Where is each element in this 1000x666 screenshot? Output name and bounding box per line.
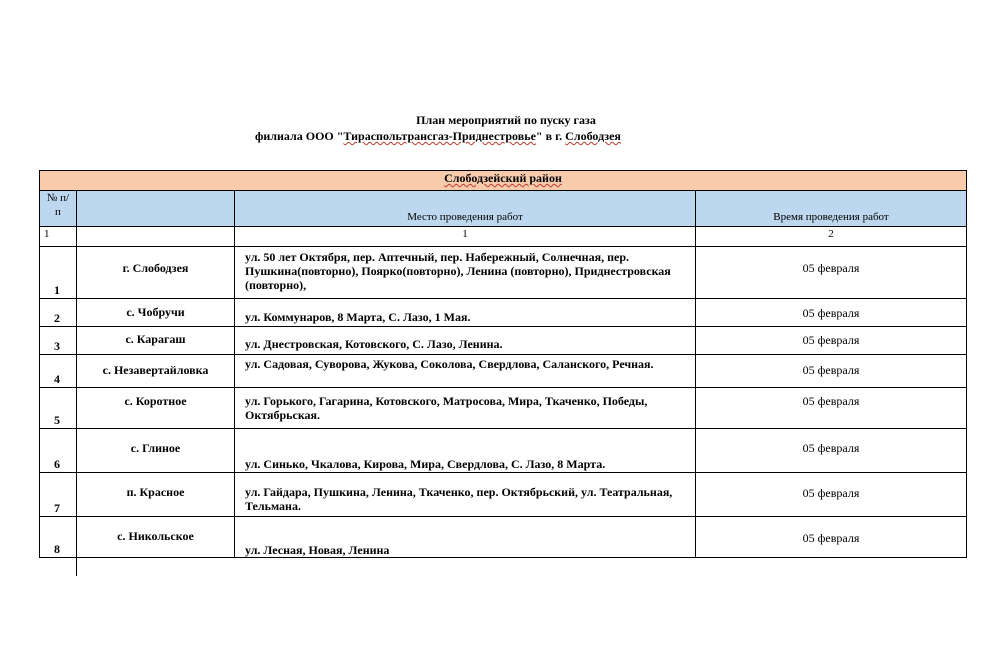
row-time: 05 февраля (696, 429, 967, 473)
header-place: Место проведения работ (235, 191, 696, 227)
row-streets: ул. Днестровская, Котовского, С. Лазо, Ленина. (235, 327, 696, 355)
document-title-line2 (0, 128, 938, 144)
row-number: 3 (40, 327, 77, 355)
row-place: с. Карагаш (77, 327, 235, 355)
title-prefix: филиала ООО " (255, 129, 344, 143)
table-row (40, 473, 967, 517)
row-place: с. Глиное (77, 429, 235, 473)
table-stub-line (76, 556, 77, 576)
index-row (40, 227, 967, 247)
table-row (40, 355, 967, 388)
table-row (40, 327, 967, 355)
title-company: Тираспольтрансгаз-Приднестровье (343, 129, 536, 143)
row-place: п. Красное (77, 473, 235, 517)
row-streets: ул. Садовая, Суворова, Жукова, Соколова, Свердлова, Саланского, Речная. (235, 355, 696, 388)
row-place: с. Незавертайловка (77, 355, 235, 388)
header-num: № п/п (40, 191, 77, 227)
header-empty (77, 191, 235, 227)
row-time: 05 февраля (696, 355, 967, 388)
row-place: с. Чобручи (77, 299, 235, 327)
row-streets: ул. Горького, Гагарина, Котовского, Матросова, Мира, Ткаченко, Победы, Октябрьская. (235, 388, 696, 429)
row-streets: ул. 50 лет Октября, пер. Аптечный, пер. Набережный, Солнечная, пер. Пушкина(повторно), Поярко(повторно), Ленина (повторно), Приднестровская (повторно), (235, 247, 696, 299)
row-number: 8 (40, 517, 77, 558)
document-title-line1: План мероприятий по пуску газа (416, 113, 596, 127)
index-c4: 2 (696, 227, 967, 247)
region-name: Слободзейский район (40, 171, 967, 191)
row-streets: ул. Гайдара, Пушкина, Ленина, Ткаченко, пер. Октябрьский, ул. Театральная, Тельмана. (235, 473, 696, 517)
row-time: 05 февраля (696, 327, 967, 355)
table-row (40, 299, 967, 327)
row-number: 7 (40, 473, 77, 517)
row-time: 05 февраля (696, 473, 967, 517)
table-row (40, 517, 967, 558)
row-place: с. Коротное (77, 388, 235, 429)
title-mid: " в г. (535, 129, 566, 143)
row-streets: ул. Синько, Чкалова, Кирова, Мира, Свердлова, С. Лазо, 8 Марта. (235, 429, 696, 473)
title-city: Слободзея (565, 129, 621, 143)
row-time: 05 февраля (696, 388, 967, 429)
region-row (40, 171, 967, 191)
row-number: 6 (40, 429, 77, 473)
index-c2 (77, 227, 235, 247)
row-number: 2 (40, 299, 77, 327)
row-time: 05 февраля (696, 517, 967, 558)
row-time: 05 февраля (696, 299, 967, 327)
row-place: с. Никольское (77, 517, 235, 558)
header-row (40, 191, 967, 227)
index-c1: 1 (40, 227, 77, 247)
table-row (40, 388, 967, 429)
row-place: г. Слободзея (77, 247, 235, 299)
header-time: Время проведения работ (696, 191, 967, 227)
row-number: 4 (40, 355, 77, 388)
gas-plan-table (39, 170, 967, 558)
table-row (40, 429, 967, 473)
row-time: 05 февраля (696, 247, 967, 299)
row-number: 1 (40, 247, 77, 299)
row-streets: ул. Коммунаров, 8 Марта, С. Лазо, 1 Мая. (235, 299, 696, 327)
table-row (40, 247, 967, 299)
row-number: 5 (40, 388, 77, 429)
index-c3: 1 (235, 227, 696, 247)
row-streets: ул. Лесная, Новая, Ленина (235, 517, 696, 558)
